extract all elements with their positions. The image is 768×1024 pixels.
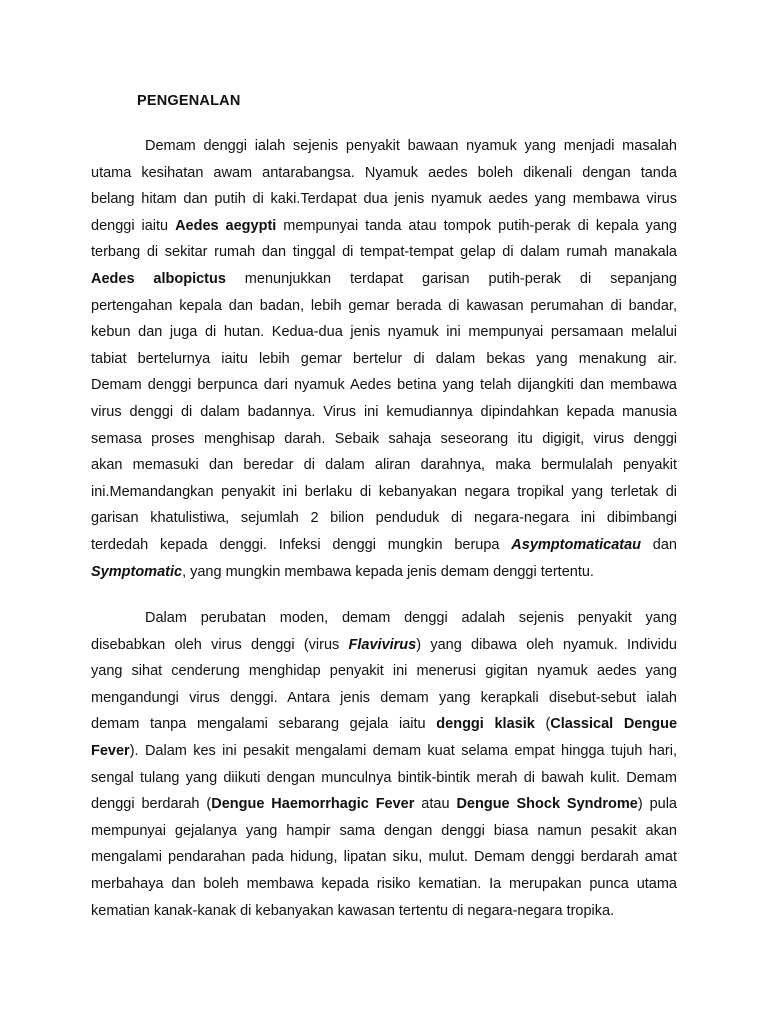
text-run: terdedah kepada denggi. Infeksi denggi mungkin berupa [91, 536, 512, 553]
emphasized-term: Fever [91, 742, 130, 759]
text-run: pertengahan kepala dan badan, lebih gemar berada di kawasan perumahan di bandar, [91, 297, 677, 314]
text-run: mengandungi virus denggi. Antara jenis demam yang kerapkali disebut-sebut ialah [91, 689, 677, 706]
text-run: disebabkan oleh virus denggi (virus [91, 636, 349, 653]
text-line [91, 239, 677, 266]
text-run: ) yang dibawa oleh nyamuk. Individu [416, 636, 677, 653]
text-line [91, 738, 677, 765]
text-run: garisan khatulistiwa, sejumlah 2 bilion penduduk di negara-negara ini dibimbangi [91, 510, 677, 527]
text-run: Dalam perubatan moden, demam denggi adalah sejenis penyakit yang [145, 610, 677, 626]
text-run: atau [414, 796, 457, 813]
text-run: ini.Memandangkan penyakit ini berlaku di kebanyakan negara tropikal yang terletak di [91, 483, 677, 500]
text-run: mengalami pendarahan pada hidung, lipatan siku, mulut. Demam denggi berdarah amat [91, 849, 677, 866]
text-run: menunjukkan terdapat garisan putih-perak di sepanjang [225, 270, 677, 287]
text-line [91, 685, 677, 712]
text-run: mempunyai tanda atau tompok putih-perak di kepala yang [276, 217, 677, 234]
text-line [91, 319, 677, 346]
text-run: dan [641, 536, 677, 553]
text-run: kematian kanak-kanak di kebanyakan kawasan tertentu di negara-negara tropika. [91, 902, 615, 919]
text-line [91, 818, 677, 845]
emphasized-term: Dengue Haemorrhagic Fever [211, 796, 415, 813]
text-line [91, 186, 677, 213]
text-run: merbahaya dan boleh membawa kepada risiko kematian. Ia merupakan punca utama [91, 875, 677, 892]
text-run: yang sihat cenderung menghidap penyakit ini menerusi gigitan nyamuk aedes yang [91, 663, 677, 680]
text-line [91, 133, 677, 160]
text-line [91, 505, 677, 532]
text-line [91, 452, 677, 479]
text-run: Demam denggi berpunca dari nyamuk Aedes betina yang telah dijangkiti dan membawa [91, 377, 677, 394]
text-run: kebun dan juga di hutan. Kedua-dua jenis nyamuk ini mempunyai persamaan melalui [91, 324, 677, 341]
text-run: ( [534, 716, 551, 733]
text-line [91, 711, 677, 738]
text-run: demam tanpa mengalami sebarang gejala iaitu [91, 716, 437, 733]
text-run: utama kesihatan awam antarabangsa. Nyamuk aedes boleh dikenali dengan tanda [91, 164, 677, 181]
emphasized-term: Dengue Shock Syndrome [456, 796, 638, 813]
text-run: denggi iaitu [91, 217, 176, 234]
text-run: mempunyai gejalanya yang hampir sama dengan denggi biasa namun pesakit akan [91, 822, 677, 839]
text-line [91, 898, 677, 925]
text-line [91, 346, 677, 373]
text-run: terbang di sekitar rumah dan tinggal di tempat-tempat gelap di dalam rumah manakala [91, 244, 677, 261]
emphasized-term: Aedes aegypti [175, 217, 277, 234]
emphasized-term: Aedes albopictus [91, 270, 226, 287]
text-line [91, 658, 677, 685]
emphasized-term: Flavivirus [348, 636, 417, 653]
text-line [91, 213, 677, 240]
text-run: ) pula [637, 796, 677, 813]
text-line [91, 765, 677, 792]
text-line [91, 293, 677, 320]
text-run: ). Dalam kes ini pesakit mengalami demam kuat selama empat hingga tujuh hari, [129, 742, 677, 759]
text-run: virus denggi di dalam badannya. Virus ini kemudiannya dipindahkan kepada manusia [91, 403, 677, 420]
section-heading: PENGENALAN [137, 93, 241, 109]
text-line [91, 266, 677, 293]
emphasized-term: Symptomatic [91, 563, 183, 580]
text-line [91, 160, 677, 187]
text-run: akan memasuki dan beredar di dalam aliran darahnya, maka bermulalah penyakit [91, 457, 677, 474]
text-run: tabiat bertelurnya iaitu lebih gemar bertelur di dalam bekas yang menakung air. [91, 350, 677, 367]
text-line [91, 372, 677, 399]
text-line [91, 532, 677, 559]
paragraph-intro [91, 133, 677, 585]
text-line [91, 632, 677, 659]
text-line [91, 426, 677, 453]
text-line [91, 605, 677, 632]
text-run: sengal tulang yang diikuti dengan munculnya bintik-bintik merah di bawah kulit. Demam [91, 769, 677, 786]
text-line [91, 559, 677, 586]
text-run: denggi berdarah ( [91, 796, 212, 813]
text-run: Demam denggi ialah sejenis penyakit bawaan nyamuk yang menjadi masalah [145, 138, 677, 154]
text-run: semasa proses menghisap darah. Sebaik sahaja seseorang itu digigit, virus denggi [91, 430, 677, 447]
text-run: belang hitam dan putih di kaki.Terdapat dua jenis nyamuk aedes yang membawa virus [91, 191, 677, 208]
text-line [91, 479, 677, 506]
text-line [91, 871, 677, 898]
emphasized-term: Asymptomaticatau [511, 536, 642, 553]
text-run: , yang mungkin membawa kepada jenis demam denggi tertentu. [182, 563, 594, 580]
paragraph-modern-medicine [91, 605, 677, 924]
text-line [91, 791, 677, 818]
text-line [91, 844, 677, 871]
emphasized-term: Classical Dengue [550, 716, 678, 733]
text-line [91, 399, 677, 426]
emphasized-term: denggi klasik [436, 716, 535, 733]
